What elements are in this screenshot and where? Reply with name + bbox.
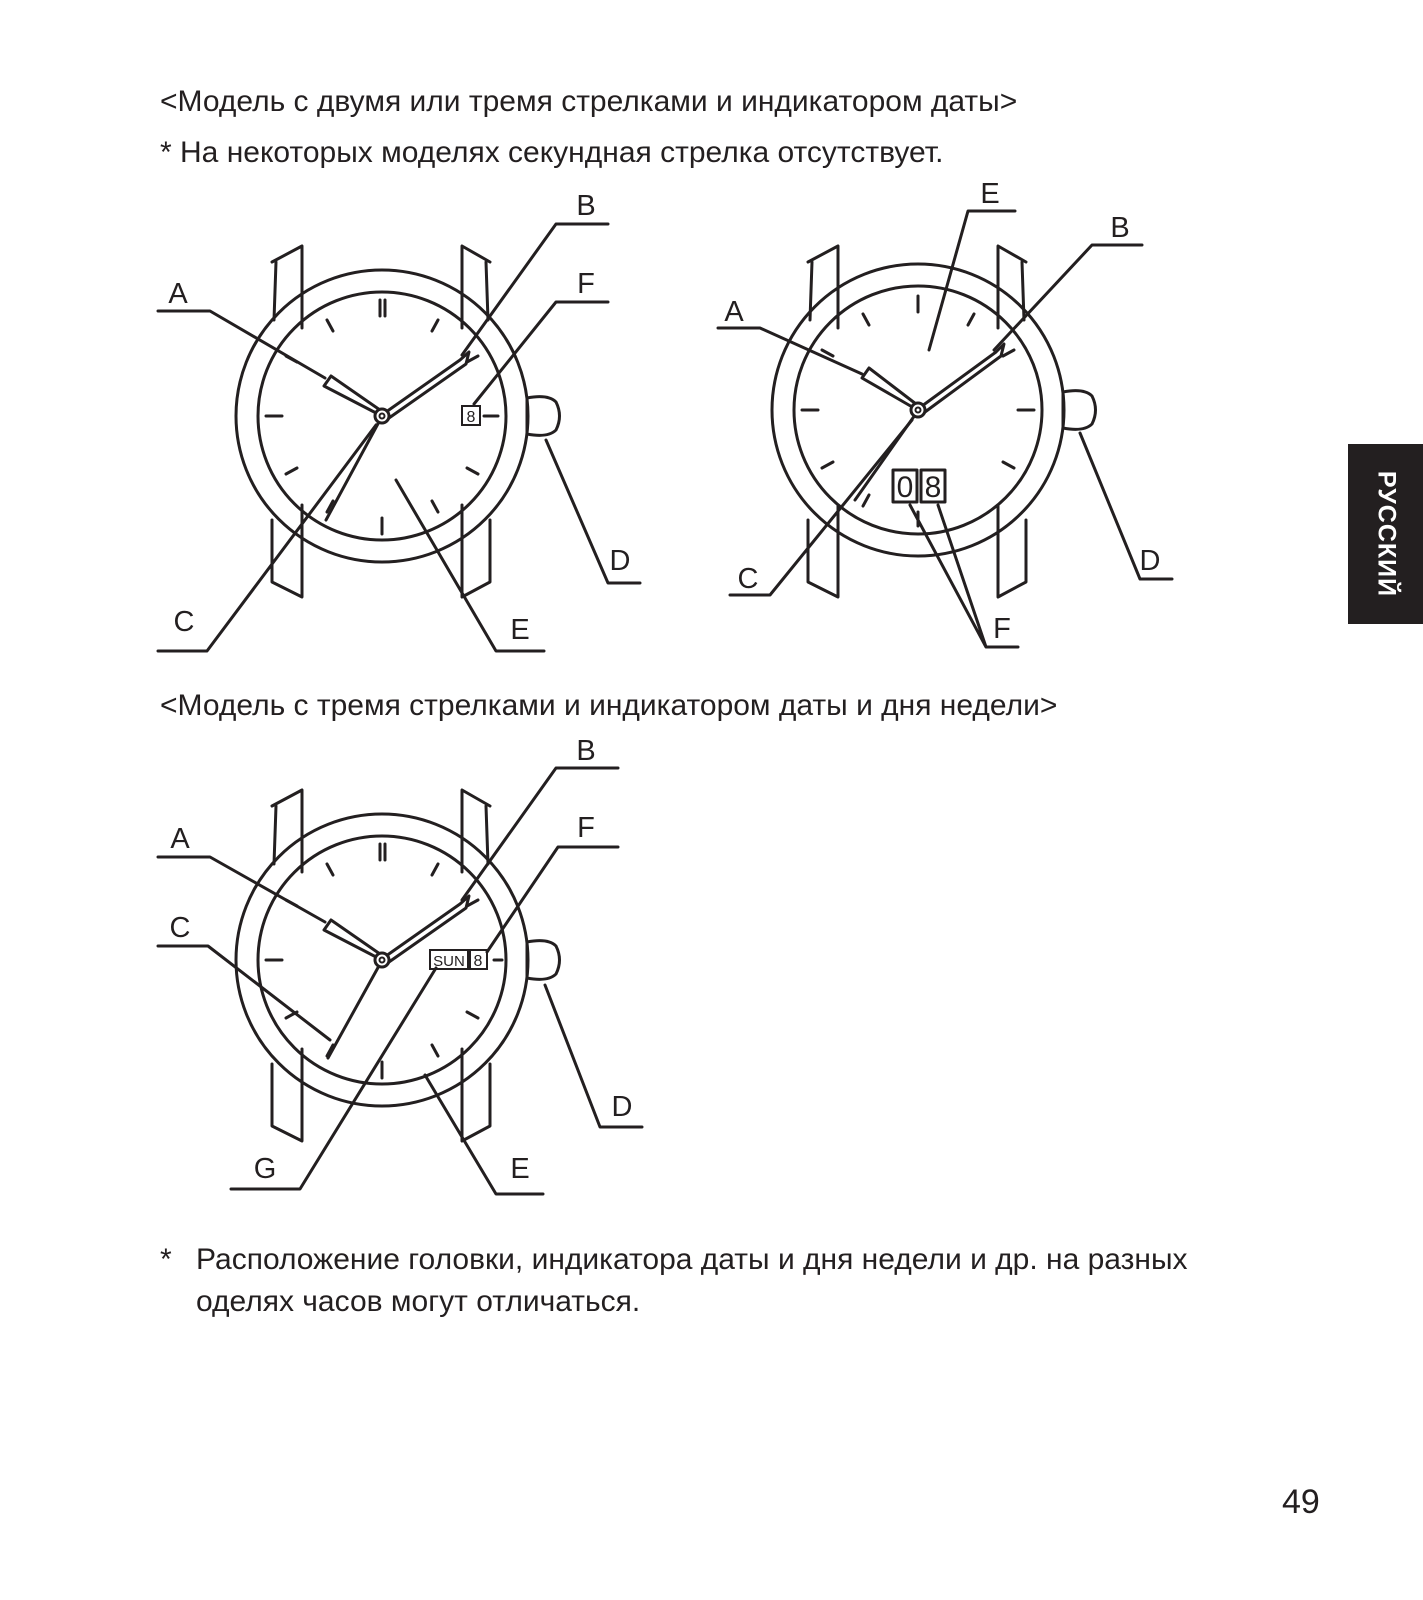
hour-hand [324,920,380,958]
second-hand-note: * На некоторых моделях секундная стрелка отсутствует. [160,136,944,169]
label-c: C [737,563,759,595]
label-c: C [173,606,195,638]
label-f: F [577,812,595,844]
callout-lines [158,768,642,1194]
watch-diagram-big-date-model [718,178,1172,647]
date-digit-tens: 0 [896,471,914,504]
label-e: E [510,1153,530,1185]
label-b: B [576,735,596,767]
second-hand [328,964,380,1058]
language-tab-label: РУССКИЙ [1372,470,1400,598]
second-hand [326,420,380,520]
watch-diagram-day-date-model [158,735,642,1194]
label-d: D [611,1091,633,1123]
hour-hand [862,368,916,408]
label-f: F [577,268,595,300]
day-window: SUN [433,953,465,970]
footnote-line-1: Расположение головки, индикатора даты и дня недели и др. на разных [196,1243,1188,1276]
label-d: D [609,545,631,577]
watch-diagram-date-model [158,190,640,651]
label-f: F [993,613,1011,645]
label-a: A [168,278,188,310]
label-e: E [980,178,1000,210]
minute-hand [386,352,469,418]
minute-hand [922,344,1004,412]
label-a: A [724,296,744,328]
footnote-line-2: оделях часов могут отличаться. [196,1285,641,1318]
hour-hand [324,376,380,414]
label-c: C [169,912,191,944]
label-e: E [510,614,530,646]
callout-lines [158,224,640,651]
label-b: B [576,190,596,222]
page-number: 49 [1282,1483,1320,1521]
callout-lines [718,211,1172,647]
label-g: G [253,1153,277,1185]
date-digit-units: 8 [924,471,942,504]
label-a: A [170,823,190,855]
label-b: B [1110,212,1130,244]
date-window: 8 [473,953,483,970]
footnote-asterisk: * [160,1243,172,1276]
section-heading-date-model: <Модель с двумя или тремя стрелками и индикатором даты> [160,85,1018,118]
label-d: D [1139,545,1161,577]
section-heading-day-date-model: <Модель с тремя стрелками и индикатором даты и дня недели> [160,689,1058,722]
date-window: 8 [466,409,476,426]
